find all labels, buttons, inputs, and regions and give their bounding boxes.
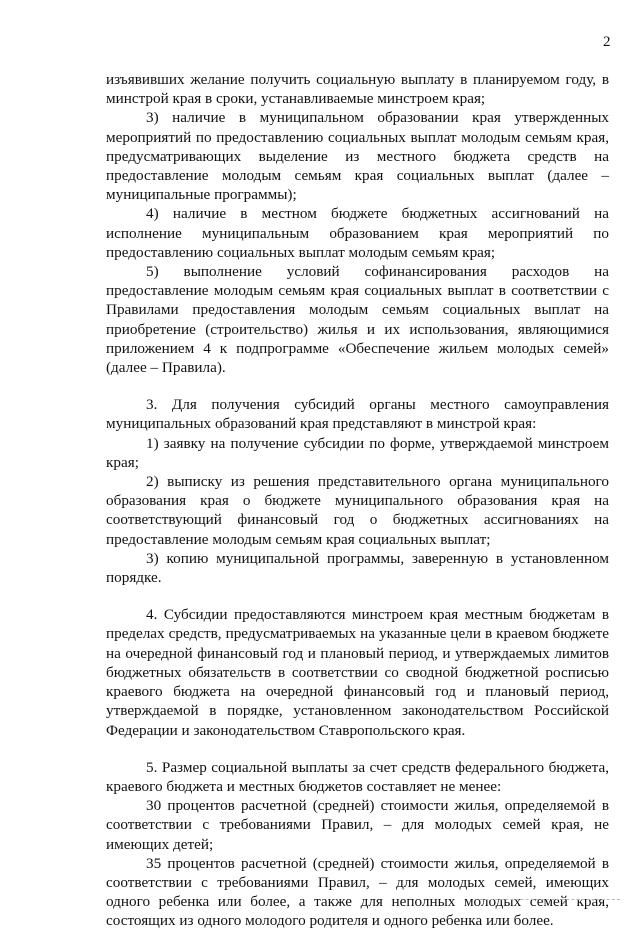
paragraph: 30 процентов расчетной (средней) стоимости жилья, определяемой в соответствии с требованиями Правил, – для молодых семей края, не имеющих детей; [106,797,609,853]
paragraph: 3) наличие в муниципальном образовании края утвержденных мероприятий по предоставлению социальных выплат молодым семьям края, предусматривающих выделение из местного бюджета средств на предоставление молодым семьям края социальных выплат (далее – муниципальные программы); [106,109,609,204]
paragraph: изъявивших желание получить социальную выплату в планируемом году, в минстрой края в сроки, устанавливаемые минстроем края; [106,71,609,108]
paragraph: 5) выполнение условий софинансирования расходов на предоставление молодым семьям края социальных выплат в соответствии с Правилами предоставления молодым семьям социальных выплат на приобретение (строительство) жилья и их использования, являющимися приложением 4 к подпрограмме «Обеспечение жильем молодых семей» (далее – Правила). [106,263,609,377]
document-body [106,70,609,931]
paragraph: 3) копию муниципальной программы, заверенную в установленном порядке. [106,549,609,587]
paragraph: 1) заявку на получение субсидии по форме, утверждаемой минстроем края; [106,434,609,471]
paragraph-gap [106,740,609,758]
paragraph: 5. Размер социальной выплаты за счет средств федерального бюджета, краевого бюджета и местных бюджетов составляет не менее: [106,758,609,795]
paragraph: 3. Для получения субсидий органы местного самоуправления муниципальных образований края представляют в минстрой края: [106,396,609,433]
page-number: 2 [603,34,611,50]
paragraph-gap [106,587,609,605]
paragraph: 35 процентов расчетной (средней) стоимости жилья, определяемой в соответствии с требованиями Правил, – для молодых семей, имеющих одного ребенка или более, а также для неполных молодых семей края, состоящих из одного молодого родителя и одного ребенка или более. [106,854,609,930]
paragraph: 4) наличие в местном бюджете бюджетных ассигнований на исполнение муниципальным образованием края мероприятий по предоставлению социальных выплат молодым семьям края; [106,205,609,261]
paragraph-gap [106,377,609,395]
footer-rule [480,899,620,900]
paragraph: 4. Субсидии предоставляются минстроем края местным бюджетам в пределах средств, предусматриваемых на указанные цели в краевом бюджете на очередной финансовый год и плановый период, и утверждаемых лимитов бюджетных обязательств в соответствии со сводной бюджетной росписью краевого бюджета на очередной финансовый год и плановый период, утверждаемой в порядке, установленном законодательством Российской Федерации и законодательством Ставропольского края. [106,606,609,739]
paragraph: 2) выписку из решения представительного органа муниципального образования края о бюджете муниципального образования края на соответствующий финансовый год о бюджетных ассигнованиях на предоставление молодым семьям края социальных выплат; [106,473,609,548]
